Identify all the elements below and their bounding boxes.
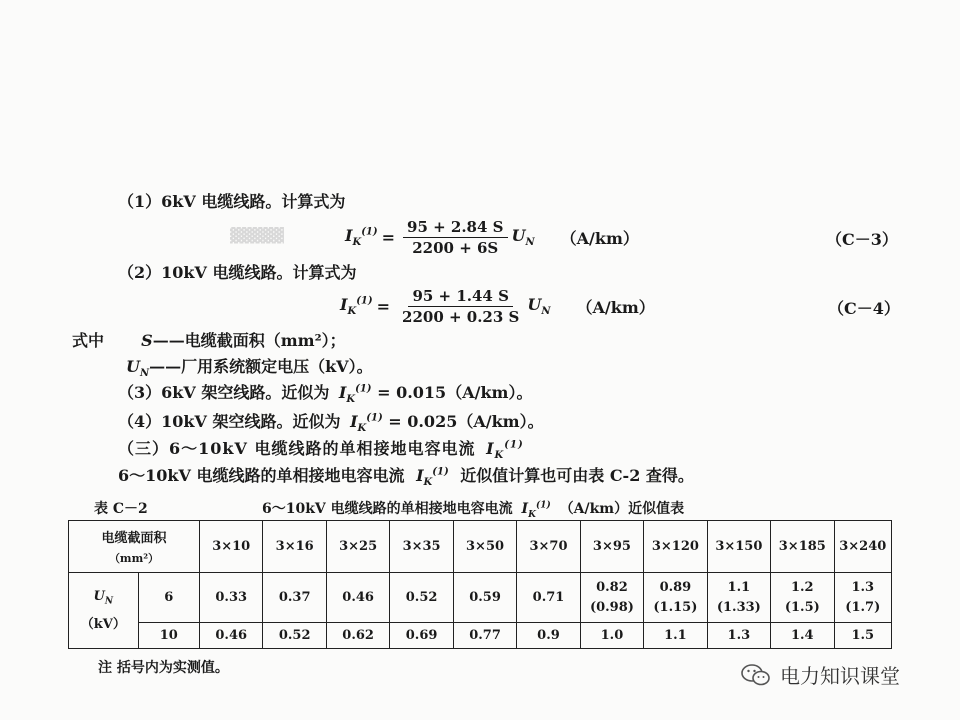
fraction	[398, 287, 523, 326]
section-cell: 3×70	[517, 521, 580, 573]
numerator: 95 + 1.44 S	[408, 287, 512, 307]
unit: （A/km）	[560, 229, 639, 248]
watermark	[740, 660, 900, 689]
equals-sign: =	[381, 228, 396, 247]
line-10kv-overhead: （4）10kV 架空线路。近似为 $I_K^{(1)} = 0.025(A/km)$。	[118, 412, 544, 435]
value-cell: 0.77	[453, 623, 516, 649]
watermark-text: 电力知识课堂	[780, 664, 900, 688]
table-note: 注 括号内为实测值。	[98, 660, 229, 676]
table-row-10kv	[69, 623, 892, 649]
value-cell: 0.46	[326, 573, 389, 623]
formula-lhs: $I_K^{(1)}$	[340, 295, 373, 318]
value-cell: 1.3	[707, 623, 770, 649]
denominator: 2200 + 6S	[412, 239, 499, 257]
value-cell: 0.59	[453, 573, 516, 623]
line-10kv-cable: （2）10kV 电缆线路。计算式为	[118, 263, 357, 282]
line-table-reference: 6～10kV 电缆线路的单相接地电容电流 $I_K^{(1)}$ 近似值计算也可由表 C-2 查得。	[118, 466, 694, 489]
equals-sign: =	[376, 297, 391, 316]
section-cell: 3×10	[200, 521, 263, 573]
value-cell: 0.9	[517, 623, 580, 649]
section-cell: 3×95	[580, 521, 643, 573]
table-header-row	[69, 521, 892, 573]
wechat-icon	[740, 663, 772, 687]
denominator: 2200 + 0.23 S	[402, 308, 520, 326]
voltage-cell: 6	[138, 573, 199, 623]
table-title: 6～10kV 电缆线路的单相接地电容电流 $I_K^{(1)}$ （A/km）近似值表	[262, 500, 685, 520]
value-cell: 0.71	[517, 573, 580, 623]
section-cell: 3×120	[644, 521, 707, 573]
equation-number-c4: （C－4）	[828, 299, 900, 318]
header-label-cell: 电缆截面积 （mm²）	[69, 521, 200, 573]
section-heading: （三）6～10kV 电缆线路的单相接地电容电流 $I_K^{(1)}$	[118, 439, 524, 462]
section-cell: 3×185	[771, 521, 834, 573]
bleed-through-text: ▓▓▓▓▓	[230, 228, 284, 244]
section-cell: 3×50	[453, 521, 516, 573]
definition-un: $U_N——$厂用系统额定电压（kV）。	[126, 357, 373, 380]
formula-factor: $U_N$	[511, 226, 535, 249]
unit: （A/km）	[576, 298, 655, 317]
section-cell: 3×35	[390, 521, 453, 573]
value-cell: 1.2 (1.5)	[771, 573, 834, 623]
value-cell: 0.62	[326, 623, 389, 649]
value-cell: 0.52	[263, 623, 326, 649]
value-cell: 0.89 (1.15)	[644, 573, 707, 623]
symbol-s: S	[141, 331, 153, 350]
section-cell: 3×150	[707, 521, 770, 573]
value-cell: 1.3 (1.7)	[834, 573, 891, 623]
numerator: 95 + 2.84 S	[403, 218, 507, 238]
voltage-cell: 10	[138, 623, 199, 649]
value-cell: 1.4	[771, 623, 834, 649]
table-label: 表 C－2	[94, 501, 148, 517]
equation-number-c3: （C－3）	[826, 230, 898, 249]
definition-s: ——电缆截面积（mm²）；	[152, 331, 346, 350]
formula-lhs: $I_K^{(1)}$	[345, 226, 378, 249]
section-cell: 3×240	[834, 521, 891, 573]
value-cell: 1.1	[644, 623, 707, 649]
definitions-intro: 式中 S——电缆截面积（mm²）；	[72, 331, 346, 350]
line-6kv-overhead: （3）6kV 架空线路。近似为 $I_K^{(1)} = 0.015(A/km)$。	[118, 383, 533, 406]
fraction	[403, 218, 507, 257]
value-cell: 1.0	[580, 623, 643, 649]
value-cell: 0.33	[200, 573, 263, 623]
value-cell: 0.82 (0.98)	[580, 573, 643, 623]
table-row-6kv	[69, 573, 892, 623]
un-label-cell: $U_N$ （kV）	[69, 573, 139, 649]
section-cell: 3×25	[326, 521, 389, 573]
formula-factor: $U_N$	[527, 295, 551, 318]
capacitance-table	[68, 520, 892, 649]
value-cell: 0.37	[263, 573, 326, 623]
line-6kv-cable: （1）6kV 电缆线路。计算式为	[118, 192, 346, 211]
value-cell: 1.5	[834, 623, 891, 649]
value-cell: 0.69	[390, 623, 453, 649]
section-cell: 3×16	[263, 521, 326, 573]
formula-c4	[340, 287, 655, 326]
formula-c3	[345, 218, 639, 257]
value-cell: 1.1 (1.33)	[707, 573, 770, 623]
value-cell: 0.52	[390, 573, 453, 623]
value-cell: 0.46	[200, 623, 263, 649]
